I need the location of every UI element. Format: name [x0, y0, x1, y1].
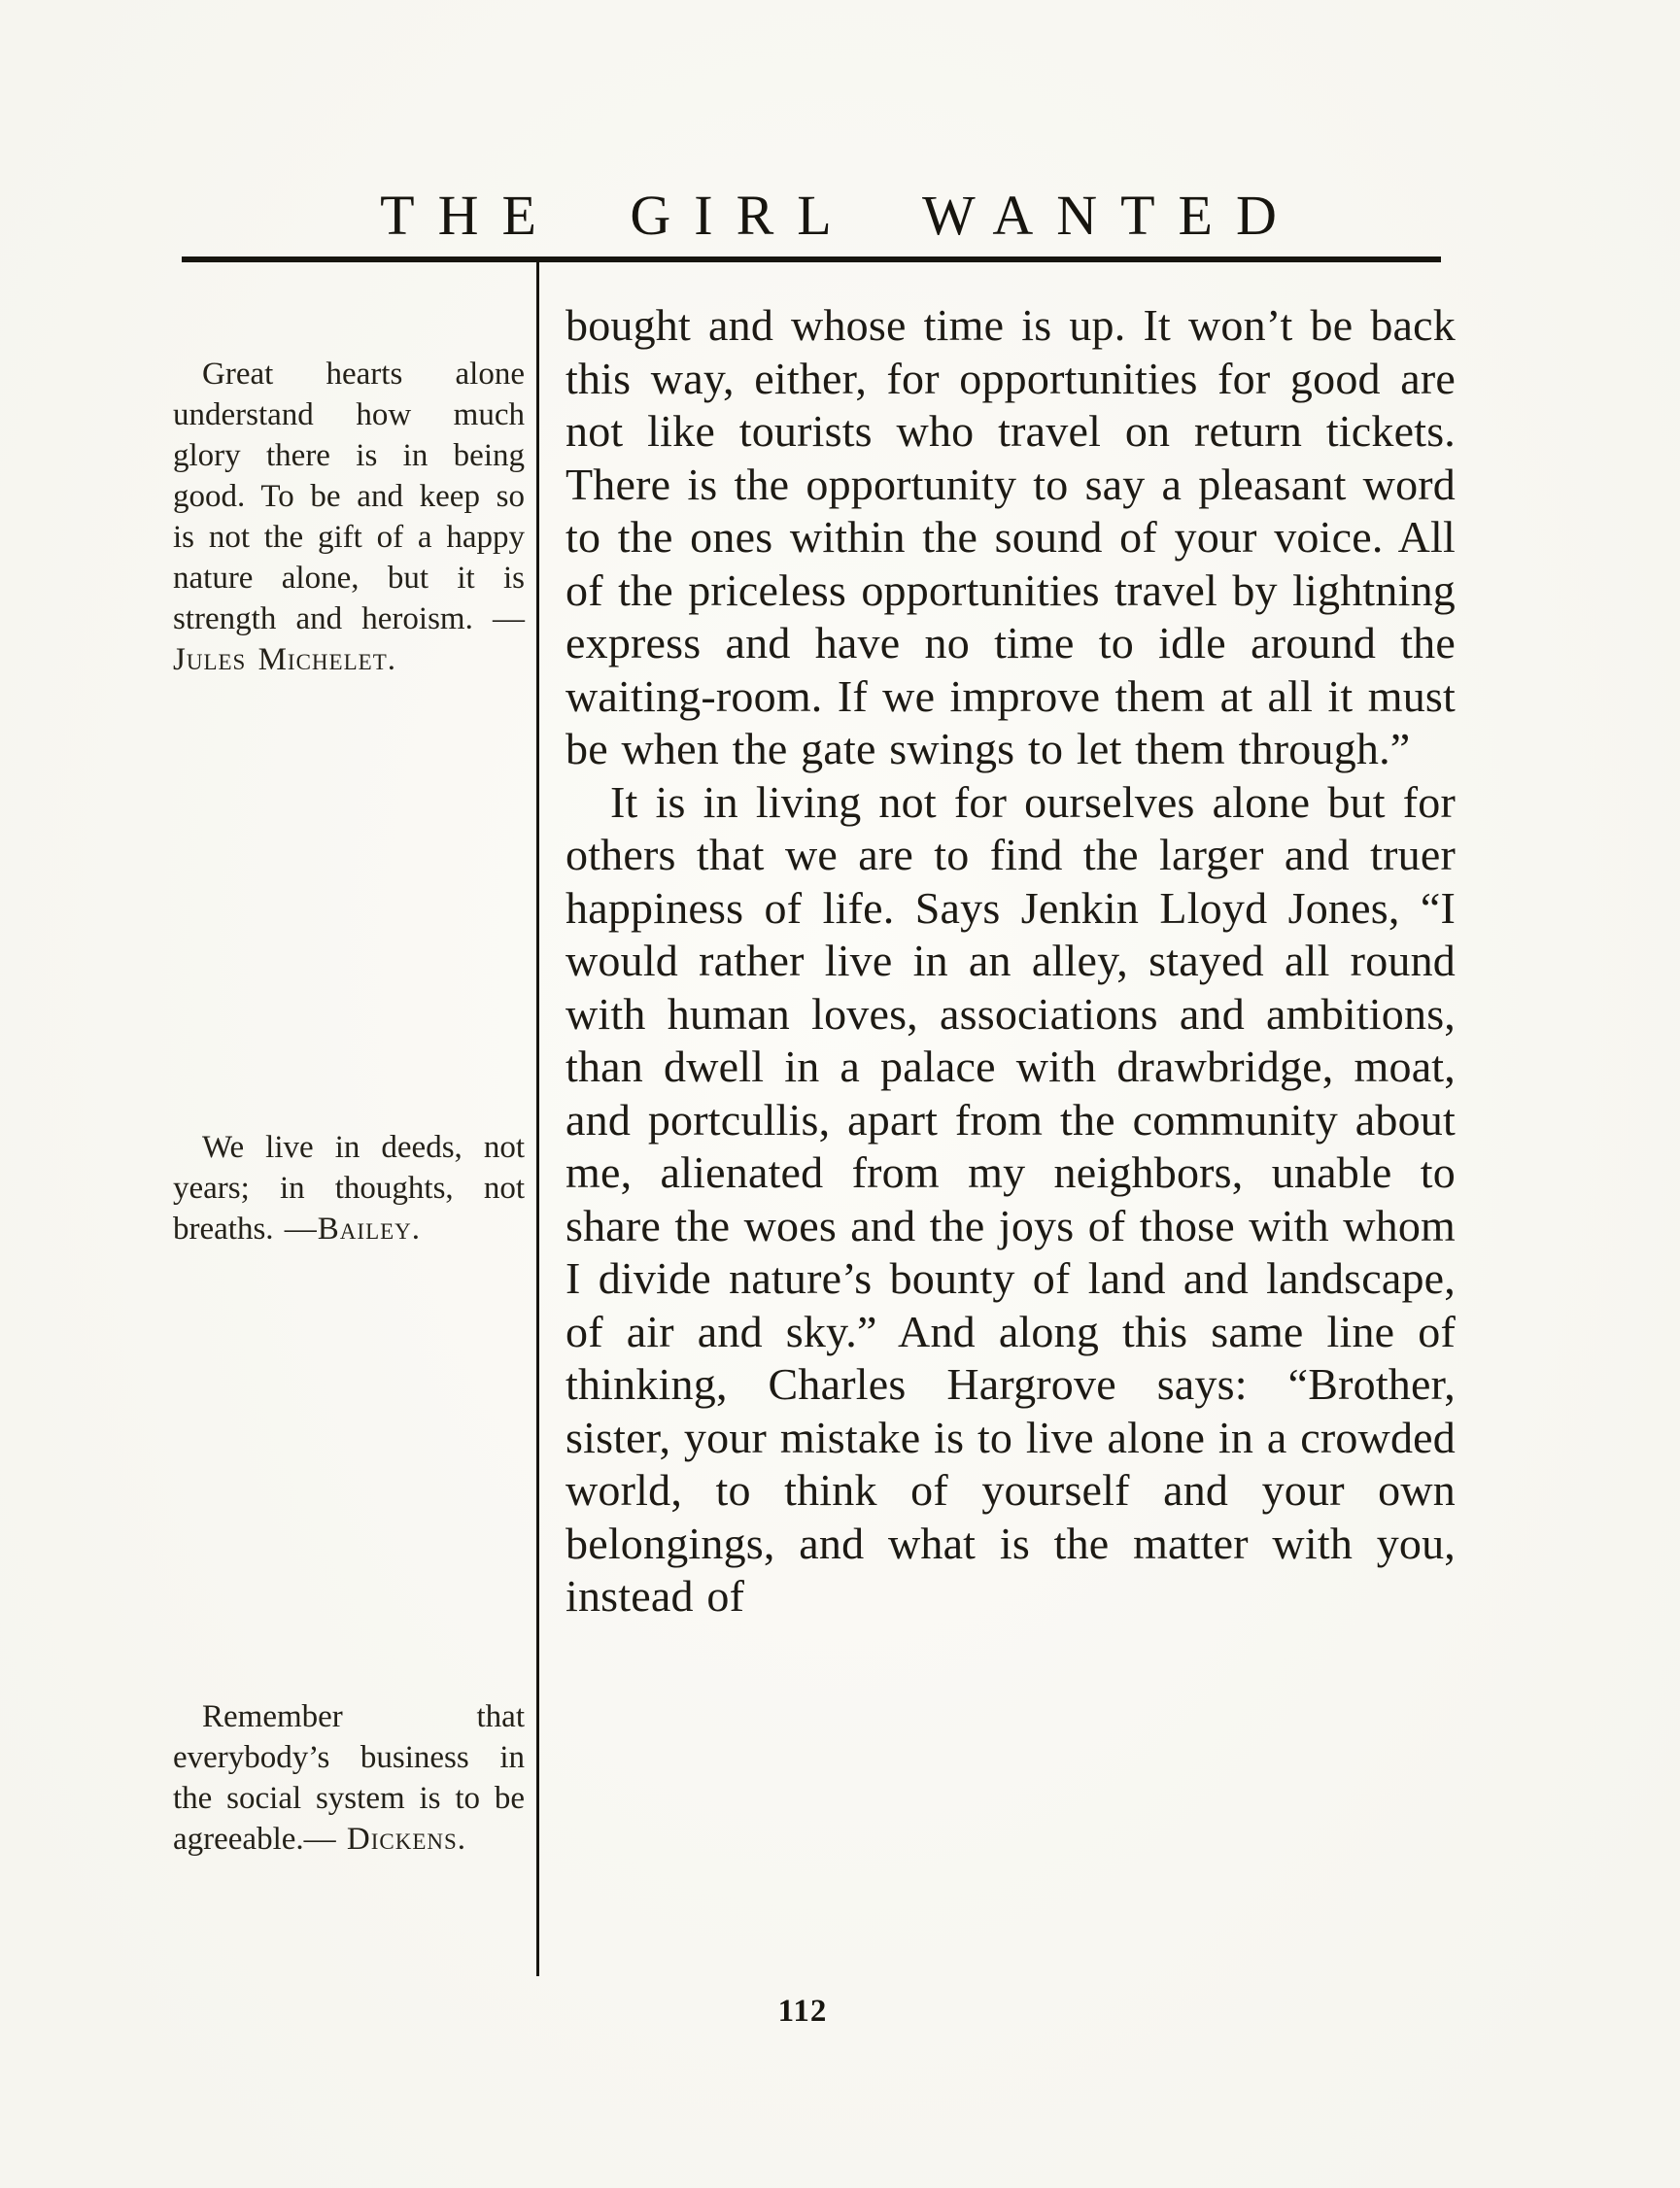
page-number: 112 — [777, 1994, 828, 2029]
quote-attribution: Dickens. — [346, 1822, 467, 1857]
margin-quote-michelet — [173, 354, 525, 680]
margin-quotes-column — [173, 0, 525, 2188]
body-paragraph-continuation: bought and whose time is up. It won’t be back this way, either, for opportunities for good are not like tourists who travel on return tickets. There is the opportunity to say a pleasant word to the ones within the sound of your voice. All of the priceless opportunities travel by lightning express and have no time to idle around the waiting-room. If we improve them at all it must be when the gate swings to let them through.” — [566, 300, 1456, 773]
column-divider-rule — [536, 262, 539, 1976]
main-text-column — [566, 299, 1456, 1624]
page-header-title: THE GIRL WANTED — [380, 184, 1300, 247]
quote-text: We live in deeds, not years; in thoughts, not breaths. — [173, 1130, 525, 1247]
margin-quote-dickens — [173, 1696, 525, 1860]
quote-text: Great hearts alone understand how much glory there is in being good. To be and keep so is not the gift of a happy nature alone, but it is strength and heroism. — — [173, 357, 525, 636]
quote-attribution: —Bailey. — [284, 1212, 422, 1247]
quote-attribution: Jules Michelet. — [173, 642, 396, 677]
margin-quote-bailey — [173, 1127, 525, 1249]
body-paragraph: It is in living not for ourselves alone but for others that we are to find the larger and truer happiness of life. Says Jenkin Lloyd Jones, “I would rather live in an alley, stayed all round with human loves, associations and ambitions, than dwell in a palace with drawbridge, moat, and portcullis, apart from the community about me, alienated from my neighbors, unable to share the woes and the joys of those with whom I divide nature’s bounty of land and landscape, of air and sky.” And along this same line of thinking, Charles Hargrove says: “Brother, sister, your mistake is to live alone in a crowded world, to think of yourself and your own belongings, and what is the matter with you, instead of — [566, 776, 1456, 1621]
quote-text: Remember that everybody’s business in the social system is to be agreeable.— — [173, 1699, 525, 1857]
